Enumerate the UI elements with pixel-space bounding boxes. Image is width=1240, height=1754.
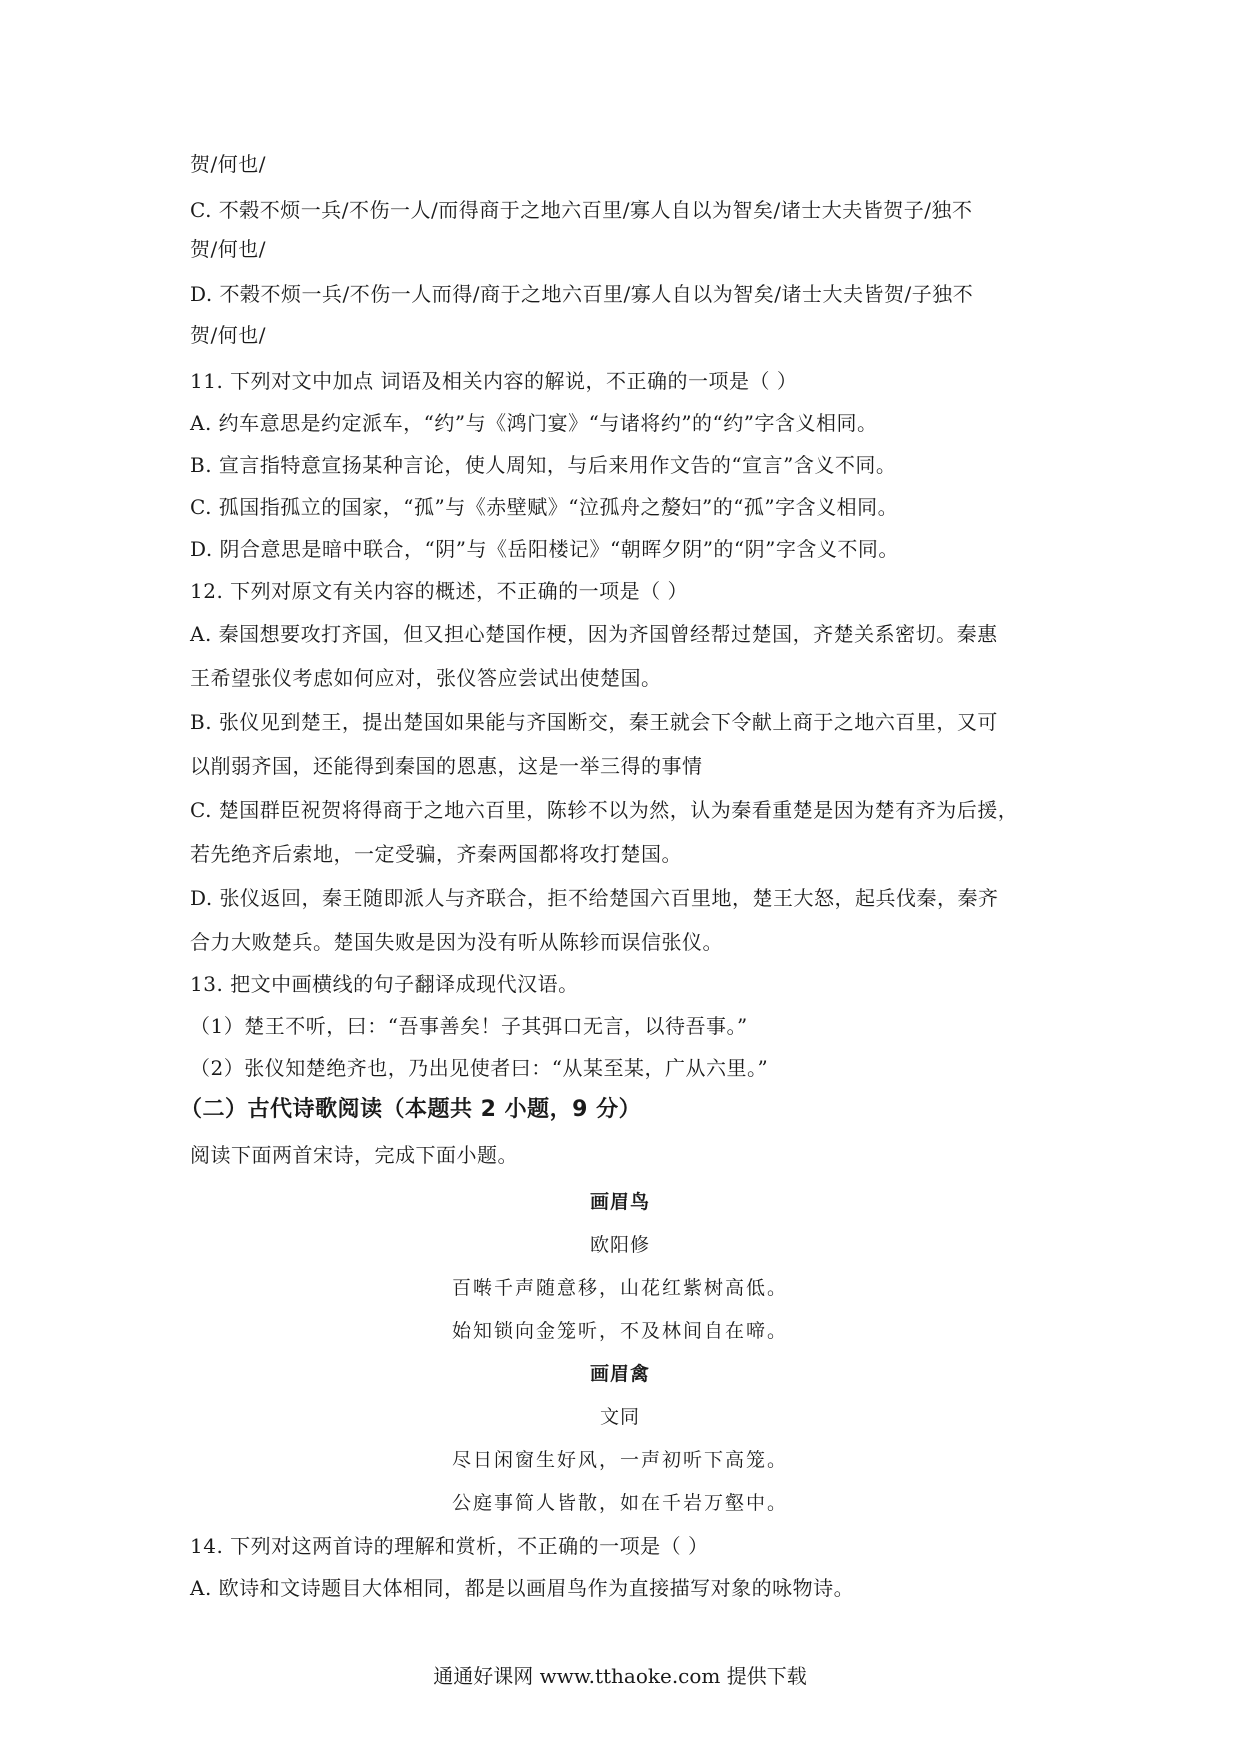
poem-1-line-1: 百啭千声随意移，山花红紫树高低。 [451,1277,788,1299]
question-12-option-d-line-1: D. 张仪返回，秦王随即派人与齐联合，拒不给楚国六百里地，楚王大怒，起兵伐秦，秦齐 [190,886,999,910]
question-12-stem: 12. 下列对原文有关内容的概述，不正确的一项是（ ） [190,579,689,603]
poem-1-line-2: 始知锁向金笼听，不及林间自在啼。 [451,1320,788,1342]
page-footer: 通通好课网 www.tthaoke.com 提供下载 [433,1664,807,1688]
poem-2-title: 画眉禽 [589,1363,650,1385]
poem-2-line-2: 公庭事简人皆散，如在千岩万壑中。 [451,1492,788,1514]
question-13-item-1: （1）楚王不听，曰：“吾事善矣！子其弭口无言，以待吾事。” [190,1014,748,1038]
question-11-option-b: B. 宣言指特意宣扬某种言论，使人周知，与后来用作文告的“宣言”含义不同。 [190,453,897,477]
question-13-stem: 13. 把文中画横线的句子翻译成现代汉语。 [190,972,579,996]
question-12-option-d-line-2: 合力大败楚兵。楚国失败是因为没有听从陈轸而误信张仪。 [190,930,723,954]
poem-2-line-1: 尽日闲窗生好风，一声初听下高笼。 [451,1449,788,1471]
section-instruction: 阅读下面两首宋诗，完成下面小题。 [190,1143,518,1167]
option-c-line-2: 贺/何也/ [190,237,266,261]
option-c-line-1: C. 不榖不烦一兵/不伤一人/而得商于之地六百里/寡人自以为智矣/诸士大夫皆贺子/独不 [190,198,973,222]
question-11-option-a: A. 约车意思是约定派车，“约”与《鸿门宴》“与诸将约”的“约”字含义相同。 [190,411,878,435]
question-12-option-b-line-2: 以削弱齐国，还能得到秦国的恩惠，这是一举三得的事情 [190,754,703,778]
section-heading: （二）古代诗歌阅读（本题共 2 小题，9 分） [180,1097,642,1122]
option-d-line-2: 贺/何也/ [190,323,266,347]
question-11-option-c: C. 孤国指孤立的国家，“孤”与《赤壁赋》“泣孤舟之嫠妇”的“孤”字含义相同。 [190,495,899,519]
option-b-continuation: 贺/何也/ [190,152,266,176]
poem-1-author: 欧阳修 [589,1234,650,1256]
question-12-option-a-line-1: A. 秦国想要攻打齐国，但又担心楚国作梗，因为齐国曾经帮过楚国，齐楚关系密切。秦惠 [190,622,998,646]
question-11-option-d: D. 阴合意思是暗中联合，“阴”与《岳阳楼记》“朝晖夕阴”的“阴”字含义不同。 [190,537,899,561]
poem-2-author: 文同 [599,1406,640,1428]
question-13-item-2: （2）张仪知楚绝齐也，乃出见使者曰：“从某至某，广从六里。” [190,1056,769,1080]
question-14-stem: 14. 下列对这两首诗的理解和赏析，不正确的一项是（ ） [190,1534,709,1558]
question-11-stem: 11. 下列对文中加点 词语及相关内容的解说，不正确的一项是（ ） [190,369,798,393]
question-14-option-a: A. 欧诗和文诗题目大体相同，都是以画眉鸟作为直接描写对象的咏物诗。 [190,1576,855,1600]
question-12-option-b-line-1: B. 张仪见到楚王，提出楚国如果能与齐国断交，秦王就会下令献上商于之地六百里，又可 [190,710,998,734]
question-12-option-c-line-1: C. 楚国群臣祝贺将得商于之地六百里，陈轸不以为然，认为秦看重楚是因为楚有齐为后援， [190,798,1019,822]
option-d-line-1: D. 不榖不烦一兵/不伤一人而得/商于之地六百里/寡人自以为智矣/诸士大夫皆贺/子独不 [190,282,974,306]
question-12-option-c-line-2: 若先绝齐后索地，一定受骗，齐秦两国都将攻打楚国。 [190,842,682,866]
question-12-option-a-line-2: 王希望张仪考虑如何应对，张仪答应尝试出使楚国。 [190,666,662,690]
poem-1-title: 画眉鸟 [589,1191,650,1213]
